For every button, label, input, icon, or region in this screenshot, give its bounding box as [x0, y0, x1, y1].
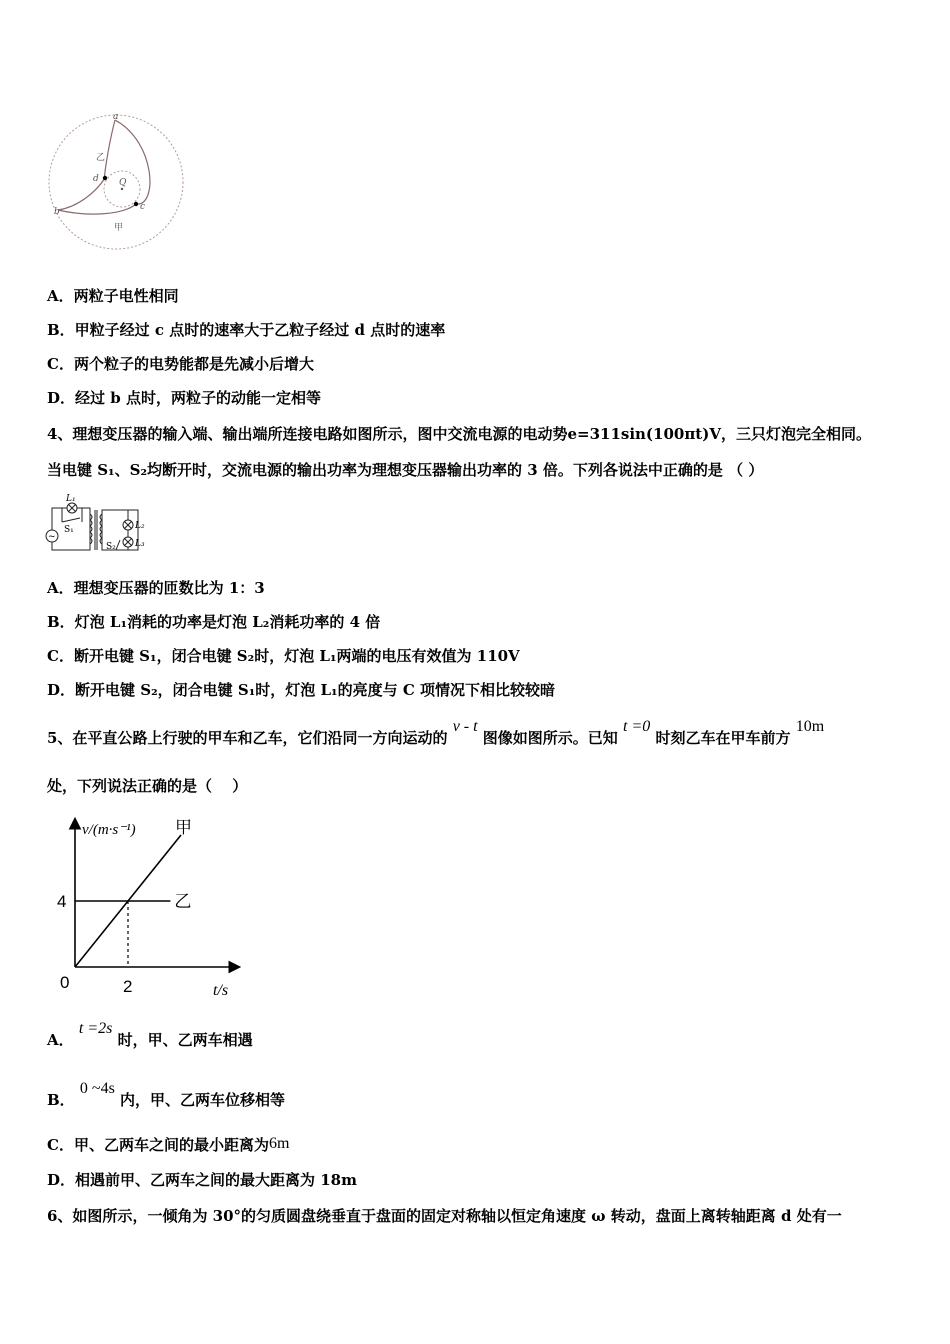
- q5-stem-line2: 处，下列说法正确的是（ ）: [47, 777, 248, 795]
- label-b: b: [54, 207, 60, 217]
- x-tick-2: 2: [123, 977, 133, 996]
- label-S1: S₁: [64, 525, 74, 535]
- q5-option-a: [47, 1020, 253, 1051]
- q5-dist: 10m: [795, 718, 825, 735]
- q5-option-b: [47, 1080, 286, 1111]
- q5-opt-a-label: A．: [47, 1031, 74, 1049]
- q6-stem: 6、如图所示，一倾角为 30°的匀质圆盘绕垂直于盘面的固定对称轴以恒定角速度 ω 转动，盘面上离转轴距离 d 处有一: [47, 1207, 842, 1225]
- label-jia: 甲: [114, 223, 124, 233]
- transformer-circuit-figure: [44, 492, 160, 556]
- q5-opt-b-text: 内，甲、乙两车位移相等: [120, 1091, 286, 1109]
- trajectory-yi: [105, 120, 115, 178]
- q5-opt-c-text: C．甲、乙两车之间的最小距离为: [47, 1136, 269, 1154]
- label-src: ~: [48, 532, 56, 542]
- series-jia-label: 甲: [175, 818, 192, 838]
- x-tick-0: 0: [60, 973, 70, 992]
- label-a: a: [113, 112, 119, 122]
- q3-option-b: B．甲粒子经过 c 点时的速率大于乙粒子经过 d 点时的速率: [47, 321, 446, 339]
- q4-option-c: C．断开电键 S₁，闭合电键 S₂时，灯泡 L₁两端的电压有效值为 110V: [47, 647, 520, 665]
- q4-stem-line2: 当电键 S₁、S₂均断开时，交流电源的输出功率为理想变压器输出功率的 3 倍。下列各说法中正确的是 （ ）: [47, 461, 764, 479]
- q5-opt-a-math: t =2s: [78, 1020, 113, 1037]
- q5-stem-b: 图像如图所示。已知: [482, 729, 618, 747]
- q5-stem-c: 时刻乙车在甲车前方: [655, 729, 791, 747]
- q4-option-d: D．断开电键 S₂，闭合电键 S₁时，灯泡 L₁的亮度与 C 项情况下相比较较暗: [47, 681, 555, 699]
- particle-trajectory-figure: [48, 112, 193, 252]
- q5-opt-b-math: 0 ~4s: [79, 1080, 115, 1097]
- q3-option-c: C．两个粒子的电势能都是先减小后增大: [47, 355, 314, 373]
- label-yi: 乙: [96, 153, 106, 163]
- q4-emf: e=311sin(100πt)V，三只灯泡完全相同。: [567, 425, 871, 443]
- q4-stem-text: 4、理想变压器的输入端、输出端所连接电路如图所示，图中交流电源的电动势: [47, 425, 568, 443]
- q5-stem-a: 5、在平直公路上行驶的甲车和乙车，它们沿同一方向运动的: [47, 729, 448, 747]
- label-c: c: [140, 202, 146, 212]
- label-q: Q: [119, 178, 127, 188]
- q4-option-b: B．灯泡 L₁消耗的功率是灯泡 L₂消耗功率的 4 倍: [47, 613, 381, 631]
- q5-stem-line1: [47, 718, 825, 749]
- series-yi-label: 乙: [174, 892, 192, 912]
- y-tick-4: 4: [57, 892, 67, 911]
- q5-opt-b-label: B．: [47, 1091, 75, 1109]
- q5-vt: v - t: [452, 718, 478, 735]
- label-L2: L₂: [135, 521, 145, 531]
- q5-option-d: D．相遇前甲、乙两车之间的最大距离为 18m: [47, 1171, 357, 1189]
- label-d: d: [93, 174, 99, 184]
- label-L3: L₃: [135, 539, 145, 549]
- q3-option-d: D．经过 b 点时，两粒子的动能一定相等: [47, 389, 321, 407]
- label-S2: S₂: [106, 542, 116, 552]
- q5-opt-c-math: 6m: [268, 1135, 290, 1152]
- q4-option-a: A．理想变压器的匝数比为 1：3: [47, 579, 265, 597]
- q5-option-c: [47, 1135, 289, 1156]
- q5-opt-a-text: 时，甲、乙两车相遇: [117, 1031, 253, 1049]
- y-axis-label: v/(m·s⁻¹): [82, 822, 136, 838]
- q4-stem-line1: [47, 424, 871, 444]
- q5-t0: t =0: [623, 718, 651, 735]
- vt-chart: [50, 812, 250, 1004]
- label-L1: L₁: [66, 494, 76, 504]
- trajectory-jia: [115, 120, 150, 204]
- x-axis-label: t/s: [213, 982, 229, 999]
- q3-option-a: A．两粒子电性相同: [47, 287, 179, 305]
